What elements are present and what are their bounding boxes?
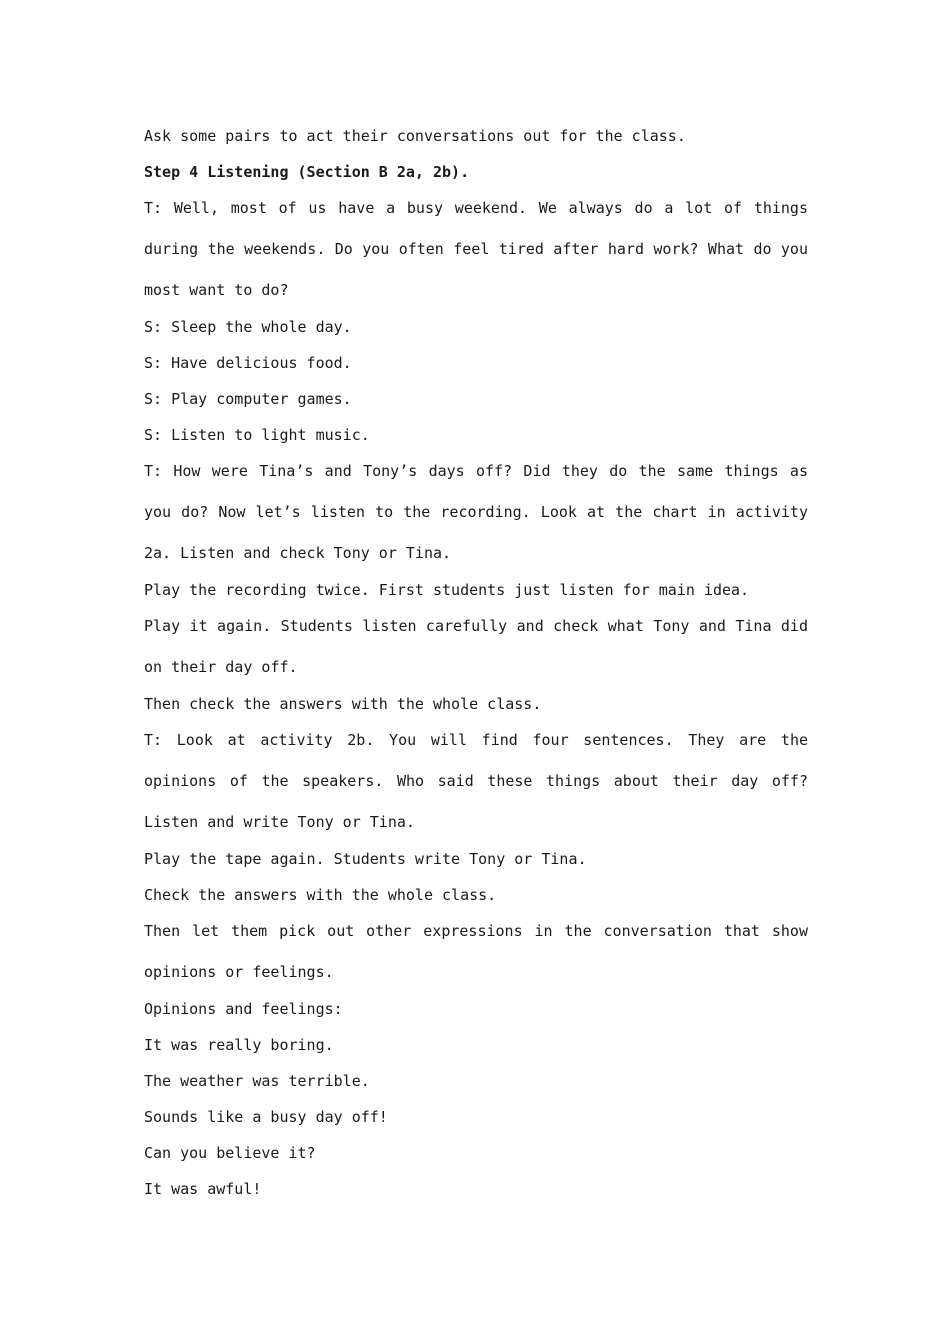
opinions-heading: Opinions and feelings: <box>144 1000 343 1018</box>
instruction-check-answers-2: Check the answers with the whole class. <box>144 886 497 904</box>
instruction-check-answers-1: Then check the answers with the whole class. <box>144 695 542 713</box>
teacher-intro-weekend: T: Well, most of us have a busy weekend. We always do a lot of things during the weekends. Do you often feel tired after hard work? What do you most want to do? <box>144 199 808 299</box>
instruction-pick-expressions: Then let them pick out other expressions in the conversation that show opinions or feelings. <box>144 922 808 981</box>
teacher-question-days-off: T: How were Tina’s and Tony’s days off? Did they do the same things as you do? Now let’s listen to the recording. Look at the chart in activity 2a. Listen and check Tony or Tina. <box>144 462 808 562</box>
instruction-play-again: Play it again. Students listen carefully and check what Tony and Tina did on their day off. <box>144 617 808 676</box>
opinion-item: The weather was terrible. <box>144 1072 370 1090</box>
student-answer-sleep: S: Sleep the whole day. <box>144 318 352 336</box>
instruction-play-twice: Play the recording twice. First students just listen for main idea. <box>144 581 750 599</box>
step-4-heading: Step 4 Listening (Section B 2a, 2b). <box>144 163 470 181</box>
opinion-item: Sounds like a busy day off! <box>144 1108 388 1126</box>
opinion-item: It was really boring. <box>144 1036 334 1054</box>
instruction-act-out: Ask some pairs to act their conversations out for the class. <box>144 127 686 145</box>
opinion-item: Can you believe it? <box>144 1144 316 1162</box>
student-answer-music: S: Listen to light music. <box>144 426 370 444</box>
student-answer-games: S: Play computer games. <box>144 390 352 408</box>
instruction-play-tape: Play the tape again. Students write Tony or Tina. <box>144 850 587 868</box>
student-answer-food: S: Have delicious food. <box>144 354 352 372</box>
teacher-activity-2b: T: Look at activity 2b. You will find four sentences. They are the opinions of the speakers. Who said these things about their day off? Listen and write Tony or Tina. <box>144 731 808 831</box>
opinion-item: It was awful! <box>144 1180 262 1198</box>
lesson-body <box>144 126 808 1199</box>
